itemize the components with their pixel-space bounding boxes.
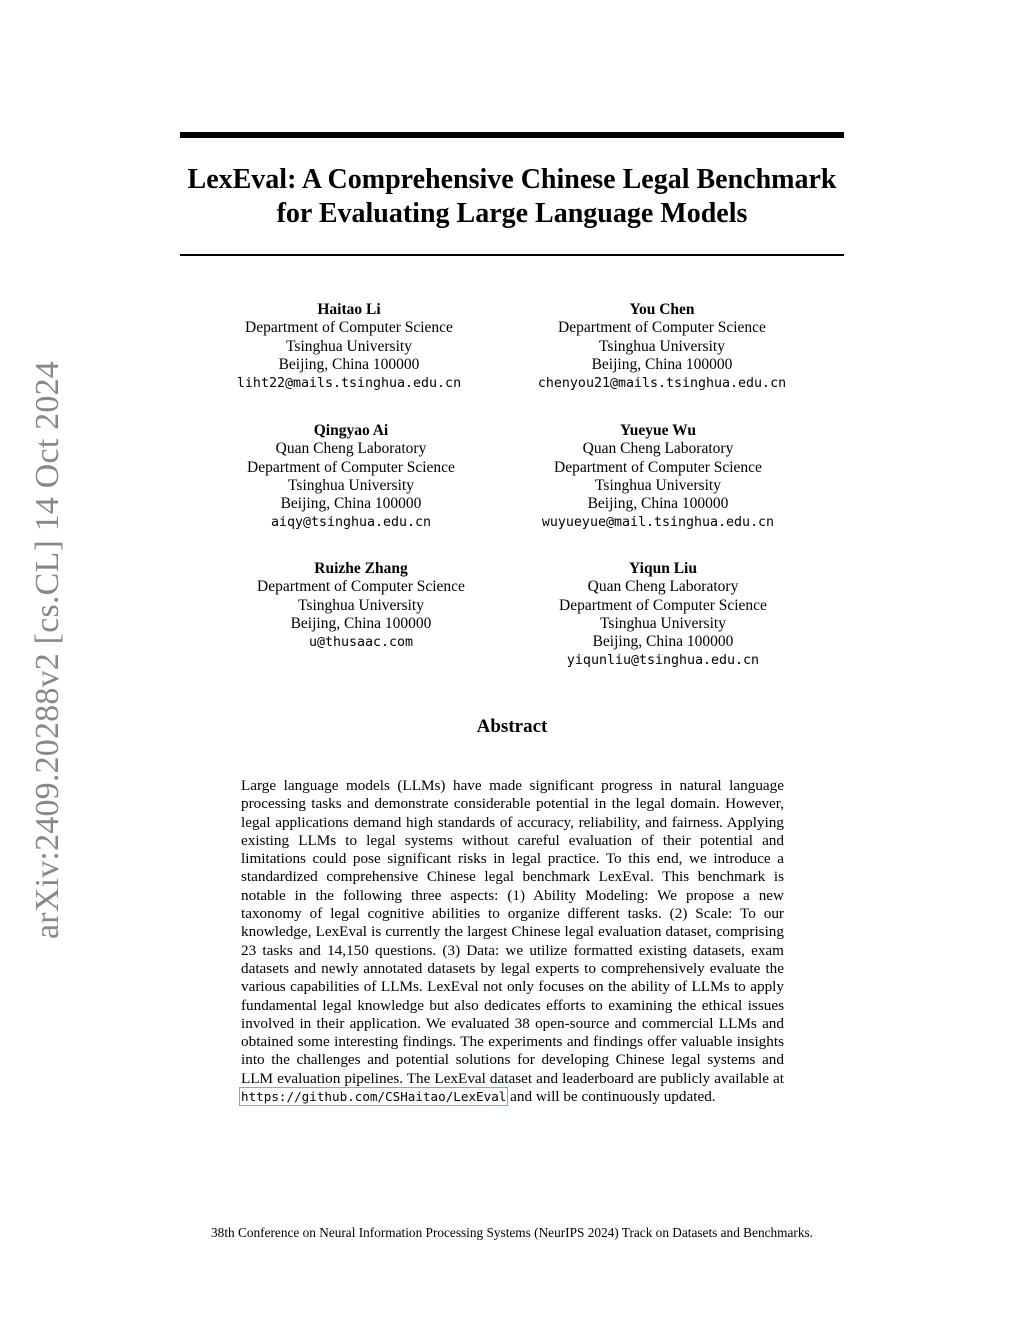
author-affiliation: Department of Computer Science [554,458,762,476]
author-affiliation: Quan Cheng Laboratory [587,578,739,596]
author-name: You Chen [629,301,695,318]
author-email: u@thusaac.com [308,635,414,651]
author-affiliation: Quan Cheng Laboratory [275,440,427,458]
author-email: yiqunliu@tsinghua.edu.cn [566,653,760,669]
author-affiliation: Quan Cheng Laboratory [582,440,734,458]
author-block [498,422,818,532]
author-affiliation: Department of Computer Science [559,596,767,614]
author-block [189,301,509,393]
author-affiliation: Beijing, China 100000 [280,495,422,513]
author-affiliation: Beijing, China 100000 [587,495,729,513]
github-link[interactable]: https://github.com/CSHaitao/LexEval [241,1089,507,1105]
author-affiliation: Beijing, China 100000 [278,355,420,373]
author-block [191,422,511,532]
title-line-1: LexEval: A Comprehensive Chinese Legal Benchmark [187,164,837,195]
author-affiliation: Department of Computer Science [558,319,766,337]
author-email: wuyueyue@mail.tsinghua.edu.cn [541,515,775,531]
author-affiliation: Tsinghua University [595,476,721,494]
author-affiliation: Department of Computer Science [245,319,453,337]
author-affiliation: Department of Computer Science [247,458,455,476]
author-name: Ruizhe Zhang [314,560,408,577]
author-affiliation: Beijing, China 100000 [591,355,733,373]
author-email: chenyou21@mails.tsinghua.edu.cn [537,376,787,392]
author-block [502,301,822,393]
title-top-rule [180,132,844,138]
author-affiliation: Tsinghua University [288,476,414,494]
author-name: Yiqun Liu [629,560,697,577]
author-email: liht22@mails.tsinghua.edu.cn [236,376,462,392]
author-affiliation: Beijing, China 100000 [290,614,432,632]
author-block [201,560,521,652]
author-name: Qingyao Ai [313,422,389,439]
title-line-2: for Evaluating Large Language Models [276,198,748,229]
author-affiliation: Tsinghua University [286,337,412,355]
author-affiliation: Tsinghua University [298,596,424,614]
abstract-heading: Abstract [476,716,548,737]
author-affiliation: Beijing, China 100000 [592,633,734,651]
title-bottom-rule [180,254,844,256]
author-affiliation: Department of Computer Science [257,578,465,596]
conference-footer: 38th Conference on Neural Information Processing Systems (NeurIPS 2024) Track on Datasets and Benchmarks. [211,1225,813,1240]
abstract-text-end: and will be continuously updated. [510,1088,716,1106]
arxiv-stamp: arXiv:2409.20288v2 [cs.CL] 14 Oct 2024 [29,361,66,939]
author-name: Yueyue Wu [620,422,696,439]
paper-title [170,163,854,231]
author-name: Haitao Li [317,301,381,318]
abstract-text: Large language models (LLMs) have made significant progress in natural language processing tasks and demonstrate considerable potential in the legal domain. However, legal applications demand high standards of accuracy, reliability, and fairness. Applying existing LLMs to legal systems without careful evaluation of their potential and limitations could pose significant risks in legal practice. To this end, we introduce a standardized comprehensive Chinese legal benchmark LexEval. This benchmark is notable in the following three aspects: (1) Ability Modeling: We propose a new taxonomy of legal cognitive abilities to organize different tasks. (2) Scale: To our knowledge, LexEval is currently the largest Chinese legal evaluation dataset, comprising 23 tasks and 14,150 questions. (3) Data: we utilize formatted existing datasets, exam datasets and newly annotated datasets by legal experts to comprehensively evaluate the various capabilities of LLMs. LexEval not only focuses on the ability of LLMs to apply fundamental legal knowledge but also dedicates efforts to examining the ethical issues involved in their application. We evaluated 38 open-source and commercial LLMs and obtained some interesting findings. The experiments and findings offer valuable insights into the challenges and potential solutions for developing Chinese legal systems and LLM evaluation pipelines. The LexEval dataset and leaderboard are publicly available at [241,777,784,1087]
author-affiliation: Tsinghua University [599,337,725,355]
author-block [503,560,823,670]
abstract-body [241,777,784,1106]
author-email: aiqy@tsinghua.edu.cn [270,515,432,531]
author-affiliation: Tsinghua University [600,614,726,632]
